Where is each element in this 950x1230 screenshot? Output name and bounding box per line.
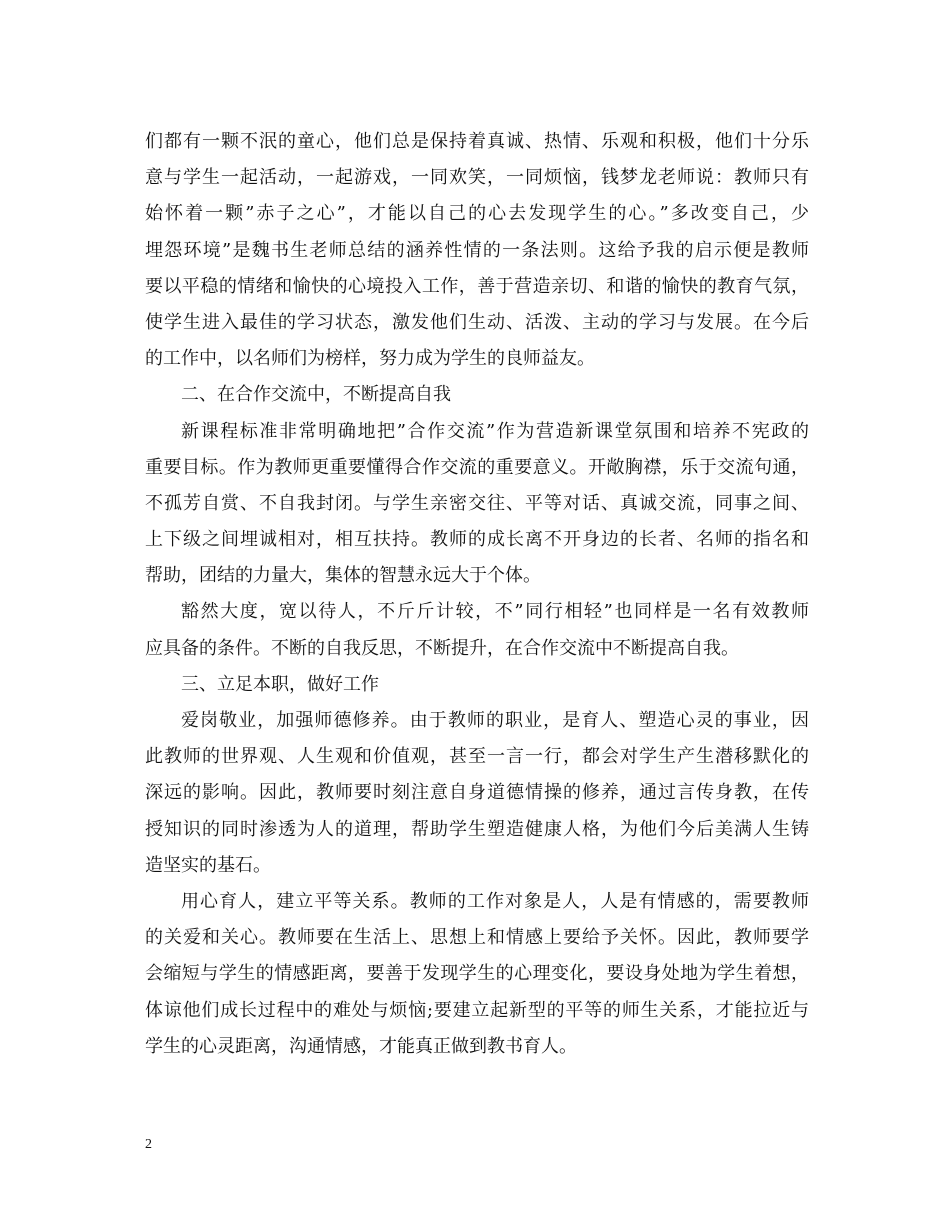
text-line: 始怀着一颗”赤子之心”，才能以自己的心去发现学生的心。”多改变自己，少 [145,203,809,225]
text-line: 使学生进入最佳的学习状态，激发他们生动、活泼、主动的学习与发展。在今后 [145,311,809,333]
text-line: 会缩短与学生的情感距离，要善于发现学生的心理变化，要设身处地为学生着想， [145,963,809,985]
text-line: 授知识的同时渗透为人的道理，帮助学生塑造健康人格，为他们今后美满人生铸 [145,818,809,840]
text-line: 此教师的世界观、人生观和价值观，甚至一言一行，都会对学生产生潜移默化的 [145,746,809,768]
text-line: 爱岗敬业，加强师德修养。由于教师的职业，是育人、塑造心灵的事业，因 [181,710,809,731]
text-line: 造坚实的基石。 [145,854,271,876]
text-line: 帮助，团结的力量大，集体的智慧永远大于个体。 [145,565,541,587]
text-line: 们都有一颗不泯的童心，他们总是保持着真诚、热情、乐观和积极，他们十分乐 [145,131,809,152]
text-line: 用心育人，建立平等关系。教师的工作对象是人，人是有情感的，需要教师 [181,890,809,912]
text-line: 的关爱和关心。教师要在生活上、思想上和情感上要给予关怀。因此，教师要学 [145,927,809,949]
text-line: 不孤芳自赏、不自我封闭。与学生亲密交往、平等对话、真诚交流，同事之间、 [145,492,809,514]
text-line: 体谅他们成长过程中的难处与烦恼;要建立起新型的平等的师生关系，才能拉近与 [145,999,809,1021]
text-line: 应具备的条件。不断的自我反思，不断提升，在合作交流中不断提高自我。 [145,637,739,659]
text-line: 重要目标。作为教师更重要懂得合作交流的重要意义。开敞胸襟，乐于交流句通， [145,456,809,478]
text-line: 三、立足本职，做好工作 [181,673,379,695]
text-line: 要以平稳的情绪和愉快的心境投入工作，善于营造亲切、和谐的愉快的教育气氛， [145,275,809,297]
text-line: 意与学生一起活动，一起游戏，一同欢笑，一同烦恼，钱梦龙老师说：教师只有 [145,167,809,189]
text-line: 埋怨环境”是魏书生老师总结的涵养性情的一条法则。这给予我的启示便是教师 [145,239,809,261]
text-line: 上下级之间埋诚相对，相互扶持。教师的成长离不开身边的长者、名师的指名和 [145,529,809,551]
page-number: 2 [145,1137,152,1152]
document-body [145,124,809,1065]
text-line: 深远的影响。因此，教师要时刻注意自身道德情操的修养，通过言传身教，在传 [145,782,809,804]
text-line: 的工作中，以名师们为榜样，努力成为学生的良师益友。 [145,348,595,370]
text-line: 二、在合作交流中，不断提高自我 [181,384,451,406]
text-line: 豁然大度，宽以待人，不斤斤计较，不”同行相轻”也同样是一名有效教师 [181,601,809,623]
text-line: 新课程标准非常明确地把”合作交流”作为营造新课堂氛围和培养不宪政的 [181,420,809,442]
text-line: 学生的心灵距离，沟通情感，才能真正做到教书育人。 [145,1035,577,1057]
